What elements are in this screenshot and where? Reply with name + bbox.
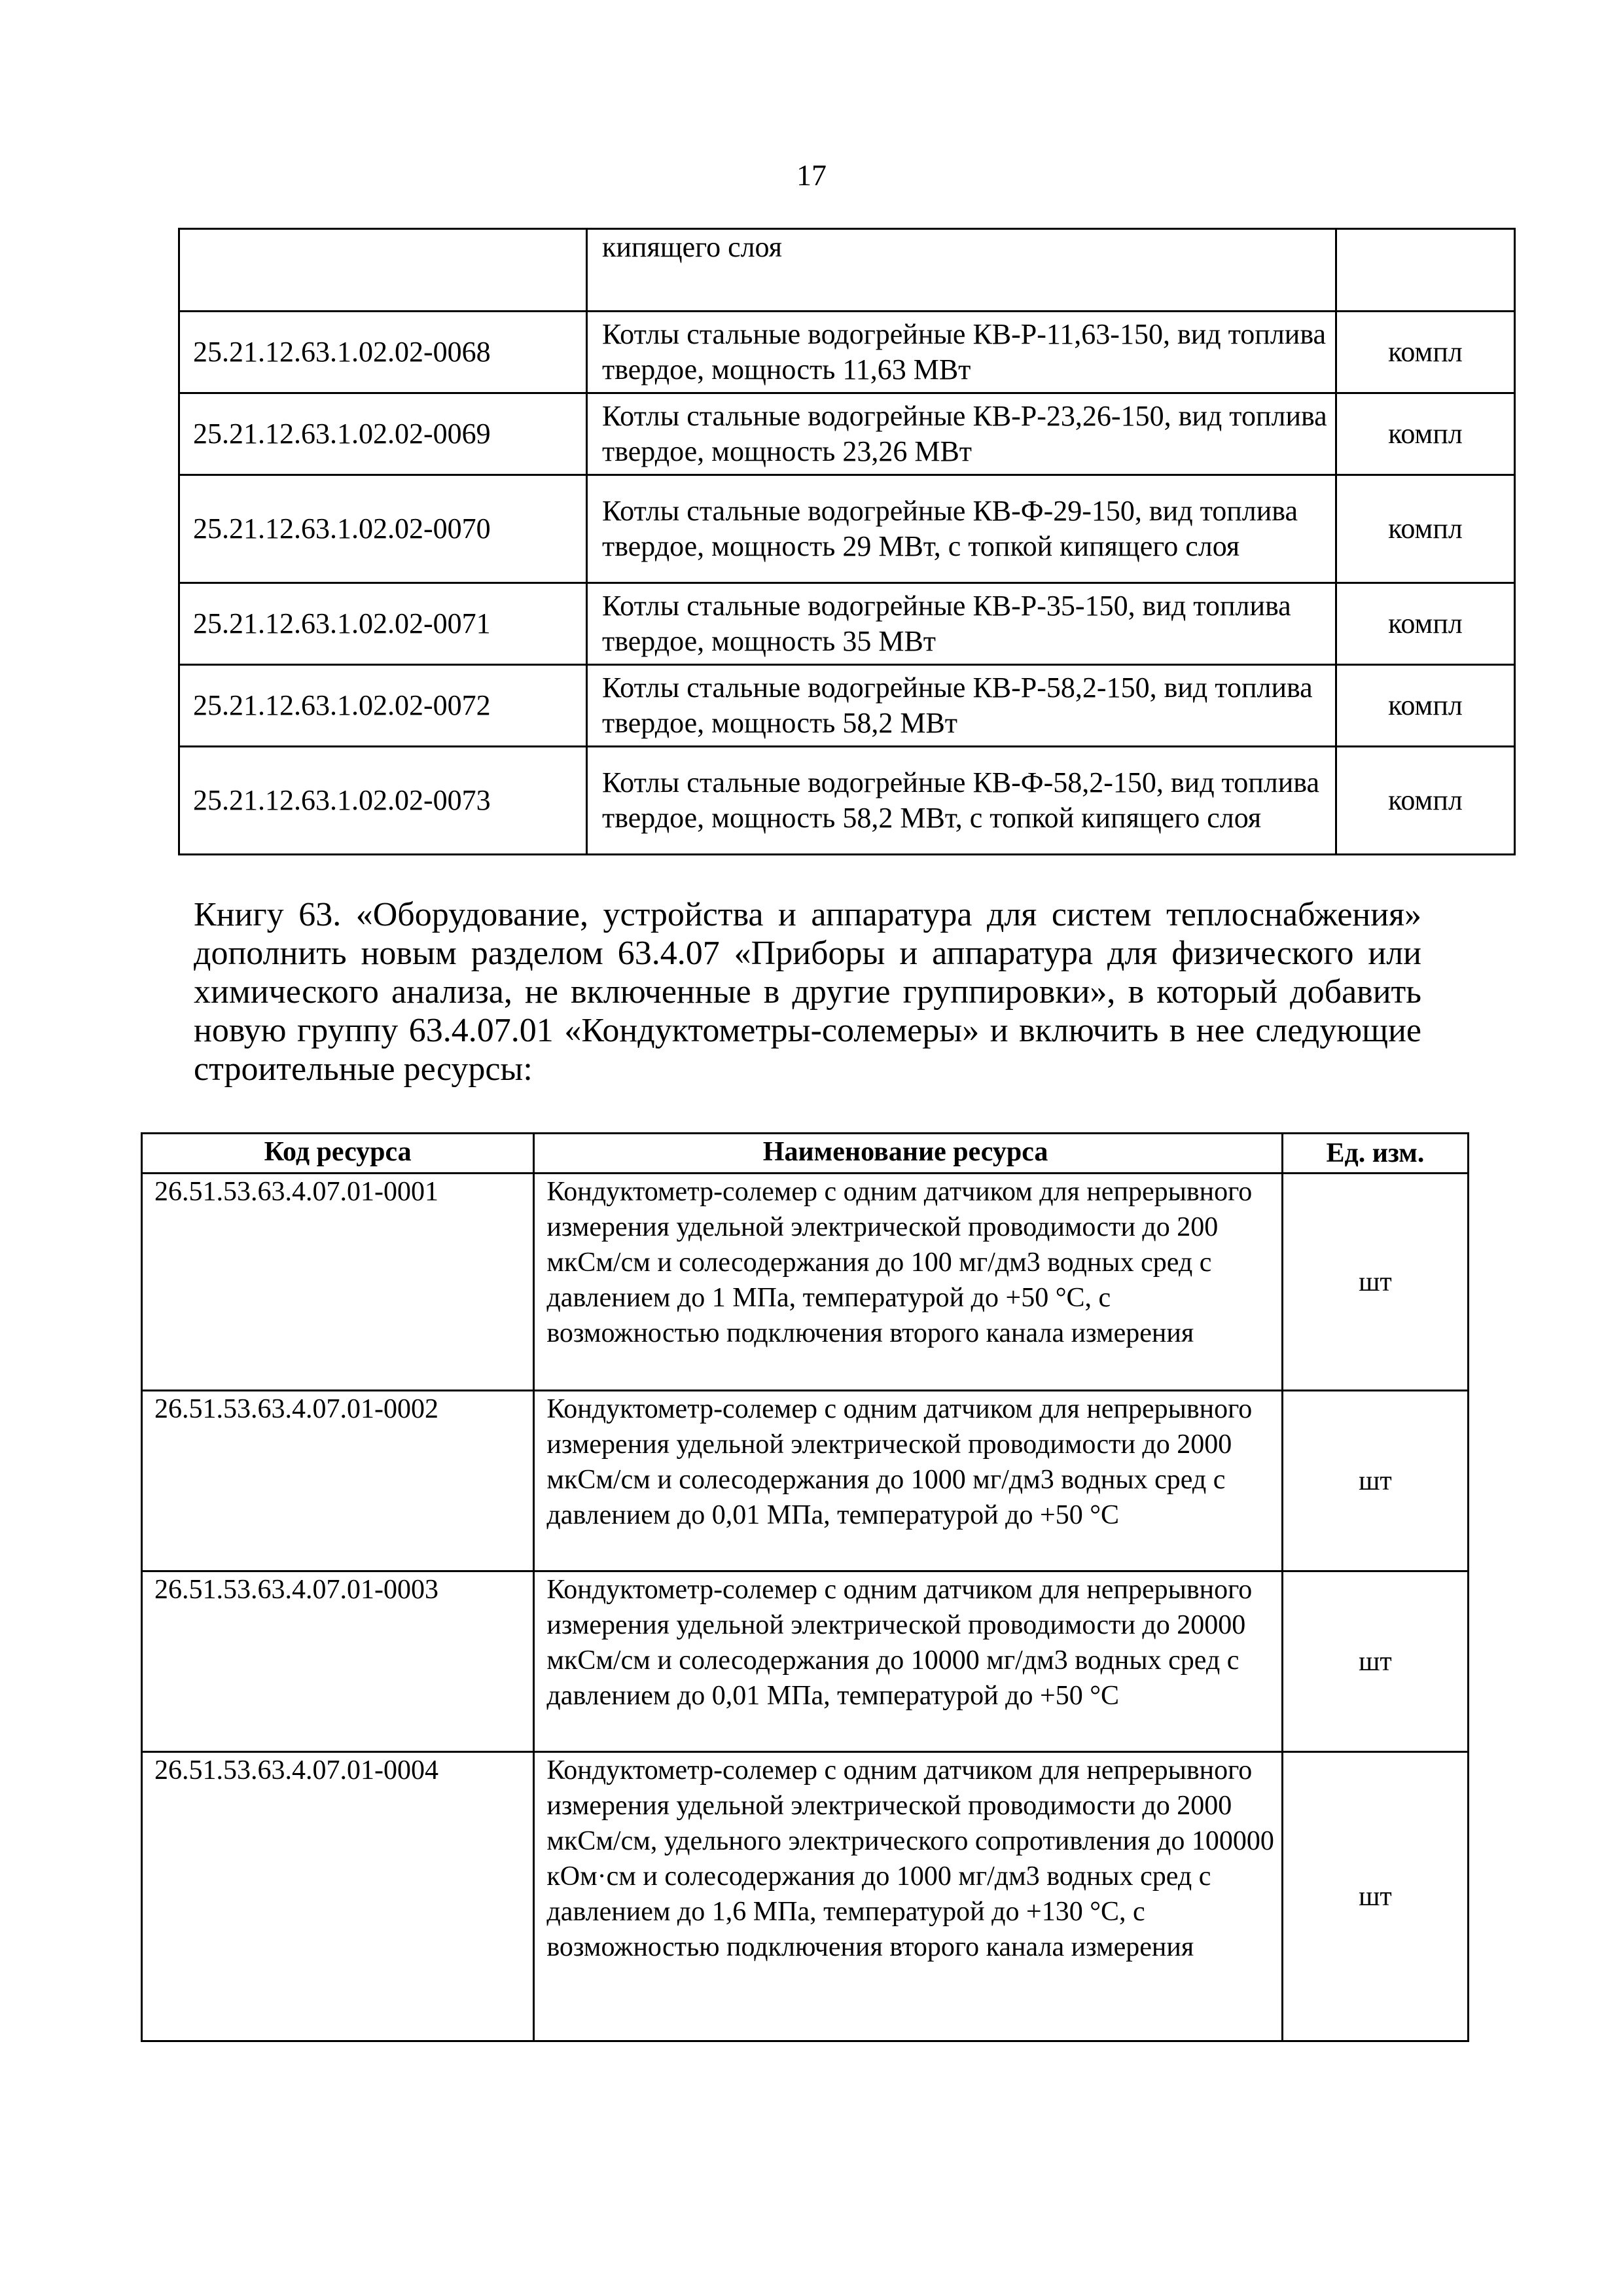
table-row [179,393,1515,475]
table-row [142,1752,1469,2041]
resource-name-cell: Котлы стальные водогрейные КВ-Р-11,63-150, вид топлива твердое, мощность 11,63 МВт [587,312,1336,393]
unit-cell: компл [1336,393,1515,475]
resource-code-cell: 26.51.53.63.4.07.01-0004 [142,1752,534,2041]
table-row [142,1174,1469,1391]
resource-name-cell: Котлы стальные водогрейные КВ-Ф-58,2-150, вид топлива твердое, мощность 58,2 МВт, с топкой кипящего слоя [587,747,1336,855]
amendment-paragraph: Книгу 63. «Оборудование, устройства и аппаратура для систем теплоснабжения» дополнить новым разделом 63.4.07 «Приборы и аппаратура для физического или химического анализа, не включенные в другие группировки», в который добавить новую группу 63.4.07.01 «Кондуктометры-солемеры» и включить в нее следующие строительные ресурсы: [194,896,1421,1088]
resource-code-cell: 25.21.12.63.1.02.02-0073 [179,747,587,855]
resource-code-cell: 25.21.12.63.1.02.02-0071 [179,583,587,665]
table-row [179,747,1515,855]
resource-code-cell: 26.51.53.63.4.07.01-0001 [142,1174,534,1391]
unit-cell: шт [1282,1174,1468,1391]
header-name: Наименование ресурса [534,1134,1283,1174]
boilers-table [178,228,1516,855]
resource-code-cell: 25.21.12.63.1.02.02-0069 [179,393,587,475]
table-row [142,1391,1469,1571]
resource-code-cell: 25.21.12.63.1.02.02-0070 [179,475,587,583]
header-code: Код ресурса [142,1134,534,1174]
resource-code-cell: 26.51.53.63.4.07.01-0003 [142,1571,534,1752]
resource-name-cell: кипящего слоя [587,229,1336,312]
page-number: 17 [796,158,827,192]
table-header-row [142,1134,1469,1174]
resource-name-cell: Котлы стальные водогрейные КВ-Р-58,2-150, вид топлива твердое, мощность 58,2 МВт [587,665,1336,747]
unit-cell [1336,229,1515,312]
resource-code-cell [179,229,587,312]
resource-name-cell: Кондуктометр-солемер с одним датчиком для непрерывного измерения удельной электрической проводимости до 200 мкСм/см и солесодержания до 100 мг/дм3 водных сред с давлением до 1 МПа, температурой до +50 °С, с возможностью подключения второго канала измерения [534,1174,1283,1391]
resource-code-cell: 26.51.53.63.4.07.01-0002 [142,1391,534,1571]
resource-code-cell: 25.21.12.63.1.02.02-0072 [179,665,587,747]
resource-name-cell: Котлы стальные водогрейные КВ-Р-35-150, вид топлива твердое, мощность 35 МВт [587,583,1336,665]
unit-cell: шт [1282,1391,1468,1571]
resource-name-cell: Кондуктометр-солемер с одним датчиком для непрерывного измерения удельной электрической проводимости до 20000 мкСм/см и солесодержания до 10000 мг/дм3 водных сред с давлением до 0,01 МПа, температурой до +50 °С [534,1571,1283,1752]
unit-cell: компл [1336,475,1515,583]
table-row [179,475,1515,583]
unit-cell: шт [1282,1571,1468,1752]
unit-cell: компл [1336,747,1515,855]
resource-name-cell: Кондуктометр-солемер с одним датчиком для непрерывного измерения удельной электрической проводимости до 2000 мкСм/см, удельного электрического сопротивления до 100000 кОм·см и солесодержания до 1000 мг/дм3 водных сред с давлением до 1,6 МПа, температурой до +130 °С, с возможностью подключения второго канала измерения [534,1752,1283,2041]
resource-name-cell: Котлы стальные водогрейные КВ-Р-23,26-150, вид топлива твердое, мощность 23,26 МВт [587,393,1336,475]
unit-cell: компл [1336,312,1515,393]
unit-cell: шт [1282,1752,1468,2041]
table-row [179,229,1515,312]
resource-code-cell: 25.21.12.63.1.02.02-0068 [179,312,587,393]
table-row [179,583,1515,665]
unit-cell: компл [1336,583,1515,665]
unit-cell: компл [1336,665,1515,747]
table-row [179,312,1515,393]
table-row [179,665,1515,747]
table-row [142,1571,1469,1752]
conductometers-table [141,1132,1469,2042]
resource-name-cell: Котлы стальные водогрейные КВ-Ф-29-150, вид топлива твердое, мощность 29 МВт, с топкой кипящего слоя [587,475,1336,583]
resource-name-cell: Кондуктометр-солемер с одним датчиком для непрерывного измерения удельной электрической проводимости до 2000 мкСм/см и солесодержания до 1000 мг/дм3 водных сред с давлением до 0,01 МПа, температурой до +50 °С [534,1391,1283,1571]
header-unit: Ед. изм. [1282,1134,1468,1174]
